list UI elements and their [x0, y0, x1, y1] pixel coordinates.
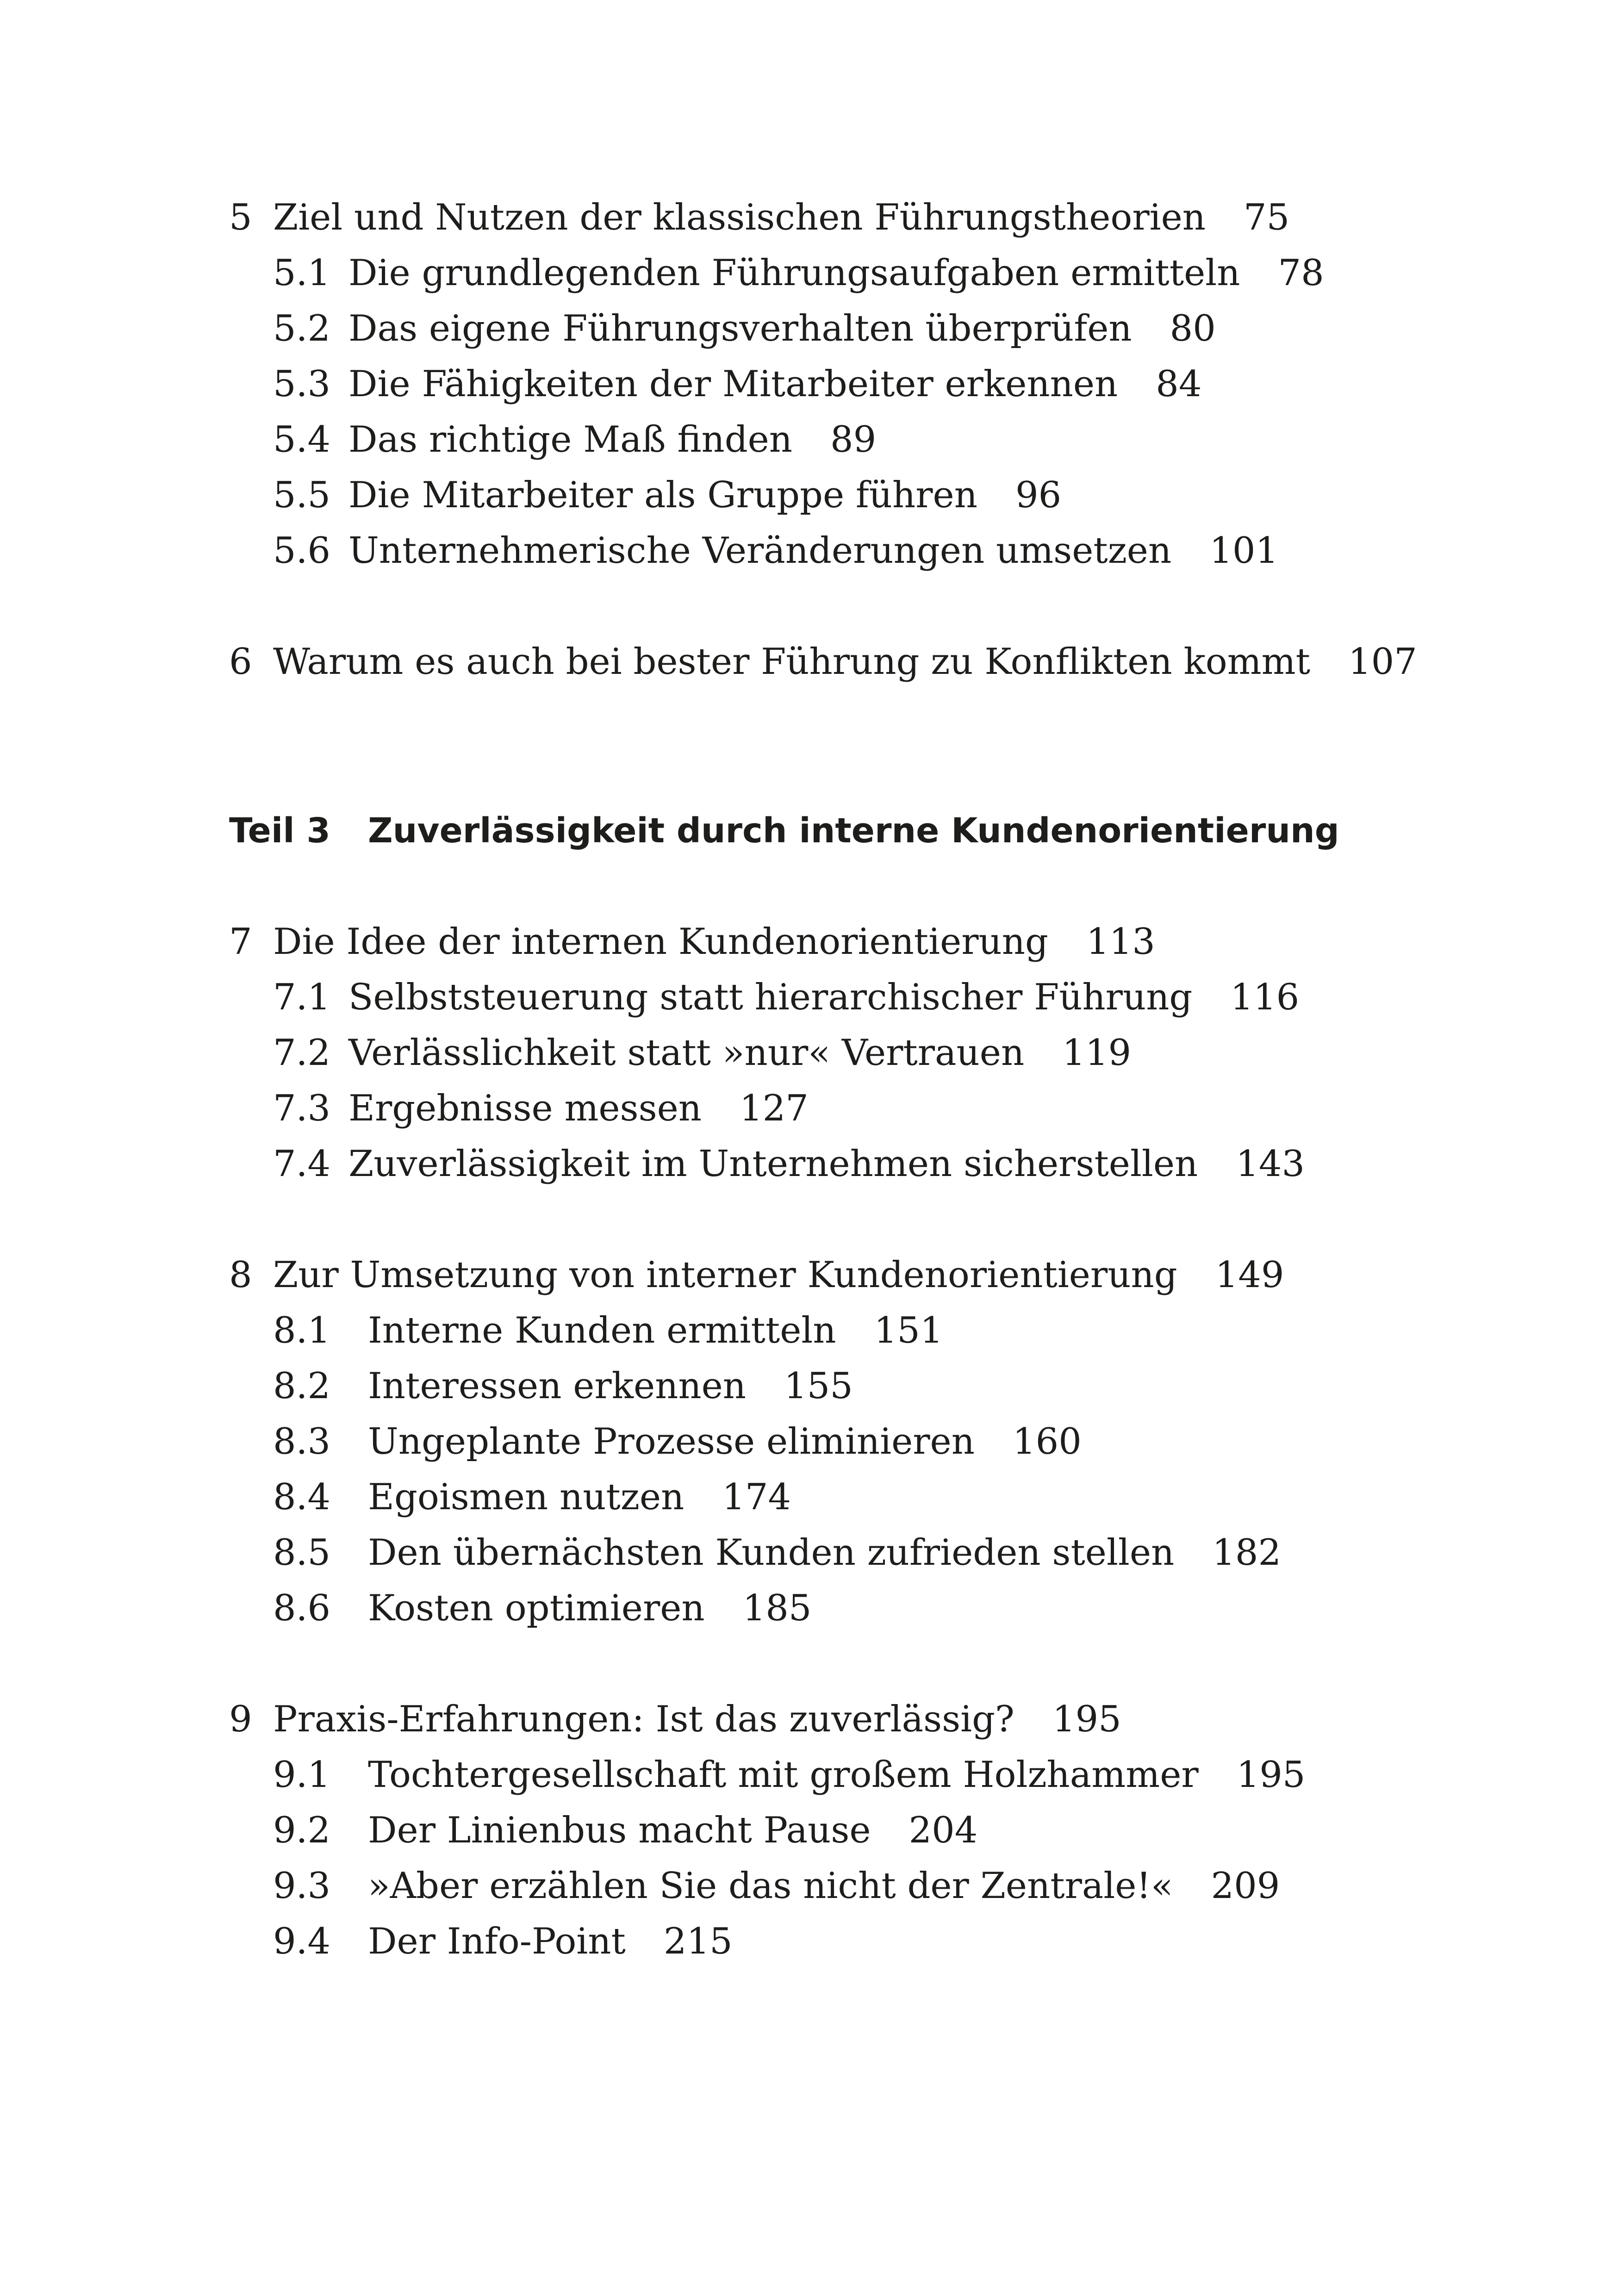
- toc-chapter-8: [229, 1247, 1284, 1303]
- chapter-number: 5: [229, 197, 252, 238]
- section-title: Den übernächsten Kunden zufrieden stellen: [368, 1532, 1175, 1574]
- toc-section-5-2: [273, 301, 1216, 356]
- toc-section-8-3: [273, 1414, 1082, 1469]
- section-title: Tochtergesellschaft mit großem Holzhammer: [368, 1754, 1199, 1796]
- page-number: 204: [909, 1810, 978, 1851]
- section-title: Der Linienbus macht Pause: [368, 1810, 871, 1851]
- section-number: 7.2: [273, 1032, 331, 1074]
- page-number: 96: [1015, 474, 1062, 516]
- section-title: Egoismen nutzen: [368, 1476, 685, 1518]
- toc-section-5-5: [273, 467, 1061, 523]
- section-title: Verlässlichkeit statt »nur« Vertrauen: [348, 1032, 1025, 1074]
- toc-chapter-7: [229, 914, 1155, 970]
- section-title: Das eigene Führungsverhalten überprüfen: [348, 308, 1132, 349]
- section-number: 8.1: [273, 1310, 331, 1351]
- page-number: 101: [1209, 530, 1279, 572]
- toc-section-9-4: [273, 1914, 733, 1969]
- page-number: 89: [830, 419, 877, 460]
- page-number: 84: [1156, 363, 1202, 405]
- toc-chapter-6: [229, 634, 1417, 690]
- page-number: 80: [1170, 308, 1216, 349]
- toc-section-7-3: [273, 1081, 809, 1136]
- toc-section-5-6: [273, 523, 1278, 579]
- section-number: 7.3: [273, 1088, 331, 1129]
- page-number: 113: [1086, 921, 1155, 963]
- section-number: 9.1: [273, 1754, 331, 1796]
- page-number: 75: [1244, 197, 1290, 238]
- section-title: Die grundlegenden Führungsaufgaben ermitteln: [348, 252, 1240, 294]
- section-title: Unternehmerische Veränderungen umsetzen: [348, 530, 1172, 572]
- page-number: 195: [1052, 1699, 1121, 1740]
- page-number: 185: [742, 1587, 812, 1629]
- section-number: 7.1: [273, 977, 331, 1018]
- chapter-number: 7: [229, 921, 252, 963]
- section-number: 5.6: [273, 530, 331, 572]
- toc-chapter-9: [229, 1692, 1121, 1747]
- toc-section-7-2: [273, 1025, 1131, 1081]
- chapter-title: Praxis-Erfahrungen: Ist das zuverlässig?: [273, 1699, 1014, 1740]
- section-number: 9.4: [273, 1921, 331, 1962]
- page-number: 160: [1012, 1421, 1082, 1462]
- chapter-title: Zur Umsetzung von interner Kundenorientierung: [273, 1254, 1177, 1296]
- section-number: 8.3: [273, 1421, 331, 1462]
- part-label: Teil 3: [229, 811, 330, 851]
- page-number: 127: [740, 1088, 809, 1129]
- page-number: 151: [874, 1310, 943, 1351]
- section-title: Das richtige Maß finden: [348, 419, 793, 460]
- toc-section-8-4: [273, 1469, 791, 1525]
- toc-section-5-1: [273, 245, 1324, 301]
- section-number: 8.2: [273, 1365, 331, 1407]
- section-title: Die Fähigkeiten der Mitarbeiter erkennen: [348, 363, 1118, 405]
- section-title: Der Info-Point: [368, 1921, 626, 1962]
- section-title: Ungeplante Prozesse eliminieren: [368, 1421, 975, 1462]
- part-title: Zuverlässigkeit durch interne Kundenorientierung: [368, 811, 1339, 851]
- section-title: Ergebnisse messen: [348, 1088, 702, 1129]
- chapter-number: 9: [229, 1699, 252, 1740]
- section-number: 5.1: [273, 252, 331, 294]
- toc-section-8-1: [273, 1303, 943, 1358]
- section-number: 5.5: [273, 474, 331, 516]
- section-number: 9.2: [273, 1810, 331, 1851]
- section-number: 8.6: [273, 1587, 331, 1629]
- section-title: Zuverlässigkeit im Unternehmen sicherstellen: [348, 1143, 1198, 1185]
- section-title: Interessen erkennen: [368, 1365, 746, 1407]
- section-title: »Aber erzählen Sie das nicht der Zentrale!«: [368, 1865, 1173, 1907]
- toc-section-8-5: [273, 1525, 1281, 1580]
- page-number: 143: [1236, 1143, 1305, 1185]
- page-number: 215: [663, 1921, 733, 1962]
- section-number: 8.5: [273, 1532, 331, 1574]
- toc-section-8-2: [273, 1358, 853, 1414]
- section-number: 8.4: [273, 1476, 331, 1518]
- page-number: 107: [1348, 641, 1417, 683]
- section-title: Kosten optimieren: [368, 1587, 705, 1629]
- toc-chapter-5: [229, 190, 1289, 245]
- page-number: 174: [722, 1476, 791, 1518]
- section-number: 7.4: [273, 1143, 331, 1185]
- toc-section-7-4: [273, 1136, 1305, 1192]
- chapter-title: Warum es auch bei bester Führung zu Konflikten kommt: [273, 641, 1310, 683]
- chapter-number: 8: [229, 1254, 252, 1296]
- toc-section-9-1: [273, 1747, 1306, 1803]
- section-title: Die Mitarbeiter als Gruppe führen: [348, 474, 977, 516]
- section-number: 5.3: [273, 363, 331, 405]
- page-number: 155: [784, 1365, 853, 1407]
- chapter-title: Ziel und Nutzen der klassischen Führungstheorien: [273, 197, 1206, 238]
- page-number: 195: [1236, 1754, 1306, 1796]
- toc-section-7-1: [273, 970, 1299, 1025]
- toc-section-9-3: [273, 1858, 1280, 1914]
- section-title: Selbststeuerung statt hierarchischer Führung: [348, 977, 1193, 1018]
- chapter-number: 6: [229, 641, 252, 683]
- toc-section-8-6: [273, 1580, 812, 1636]
- page-number: 209: [1211, 1865, 1280, 1907]
- section-number: 9.3: [273, 1865, 331, 1907]
- page-number: 119: [1062, 1032, 1132, 1074]
- toc-section-5-3: [273, 356, 1202, 412]
- toc-part-heading: [229, 803, 1339, 859]
- section-number: 5.4: [273, 419, 331, 460]
- page-number: 182: [1212, 1532, 1282, 1574]
- toc-section-5-4: [273, 412, 876, 467]
- section-number: 5.2: [273, 308, 331, 349]
- page-number: 78: [1278, 252, 1324, 294]
- page-number: 149: [1215, 1254, 1284, 1296]
- toc-section-9-2: [273, 1803, 977, 1858]
- page-number: 116: [1230, 977, 1300, 1018]
- chapter-title: Die Idee der internen Kundenorientierung: [273, 921, 1048, 963]
- section-title: Interne Kunden ermitteln: [368, 1310, 836, 1351]
